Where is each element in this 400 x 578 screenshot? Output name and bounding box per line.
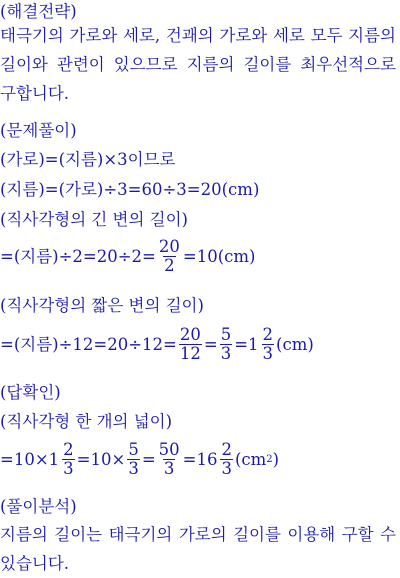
area-equation: =10×1 $\frac{2}{3}$ =10× $\frac{5}{3}$ = $\frac{50}{3}$ =16 $\frac{2}{3}$ (cm 2 ) [0, 440, 280, 478]
analysis-text: 지름의 길이는 태극기의 가로의 길이를 이용해 구할 수 있습니다. [0, 525, 396, 573]
fraction: $\frac{20}{2}$ [158, 237, 180, 275]
fraction: $\frac{5}{3}$ [220, 325, 232, 363]
long-side-heading: (직사각형의 긴 변의 길이) [0, 210, 188, 229]
area-heading: (직사각형 한 개의 넓이) [0, 412, 173, 431]
fraction: $\frac{5}{3}$ [128, 440, 139, 478]
fraction: $\frac{2}{3}$ [63, 440, 74, 478]
strategy-text: 태극기의 가로와 세로, 건괘의 가로와 세로 모두 지름의 길이와 관련이 있으므로 지름의 길이를 최우선적으로 구합니다. [0, 26, 396, 103]
short-side-equation: =(지름)÷12=20÷12= $\frac{20}{12}$ = $\frac{5}{3}$ =1 $\frac{2}{3}$ (cm) [0, 325, 314, 363]
answer-heading: (답확인) [0, 383, 61, 402]
solution-line-1: (가로)=(지름)×3이므로 [0, 150, 176, 169]
fraction: $\frac{20}{12}$ [179, 325, 201, 363]
solution-line-2: (지름)=(가로)÷3=60÷3=20(cm) [0, 180, 260, 199]
strategy-heading: (해결전략) [0, 2, 77, 21]
fraction: $\frac{2}{3}$ [221, 440, 232, 478]
long-side-equation: =(지름)÷2=20÷2= $\frac{20}{2}$ =10(cm) [0, 237, 256, 275]
analysis-heading: (풀이분석) [0, 497, 77, 516]
fraction: $\frac{50}{3}$ [158, 440, 180, 478]
short-side-heading: (직사각형의 짧은 변의 길이) [0, 296, 204, 315]
solution-heading: (문제풀이) [0, 121, 77, 140]
fraction: $\frac{2}{3}$ [262, 325, 274, 363]
